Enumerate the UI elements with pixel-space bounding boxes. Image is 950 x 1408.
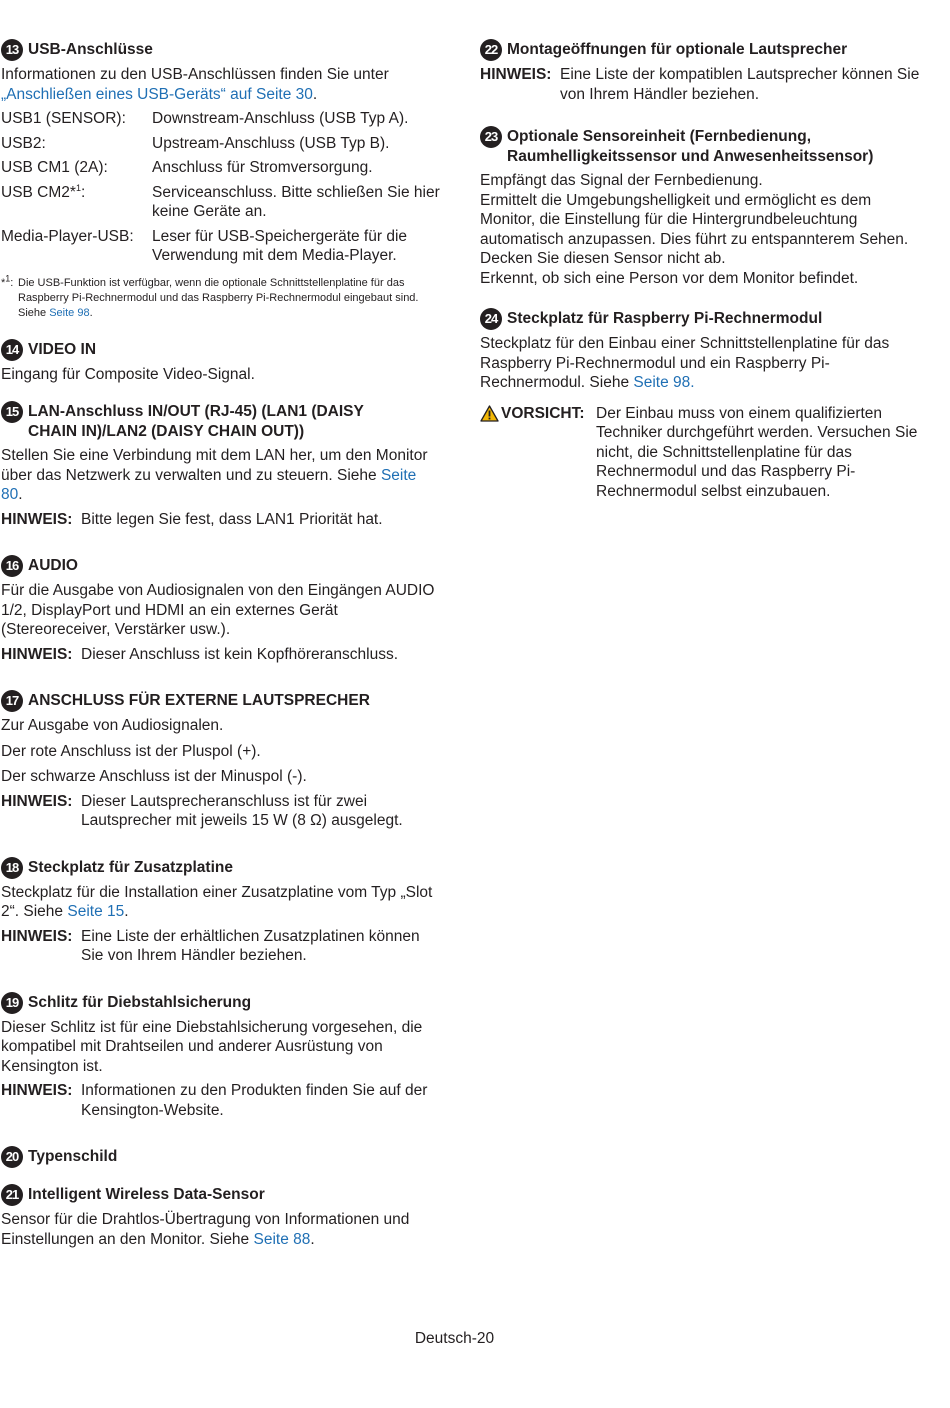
section-external-speakers <box>1 691 441 831</box>
section-heading <box>1 1147 441 1168</box>
section-body: Eingang für Composite Video-Signal. <box>1 365 255 383</box>
section-wireless-sensor <box>1 1185 441 1249</box>
usb-intro <box>1 65 441 104</box>
footnote-body: Die USB-Funktion ist verfügbar, wenn die optionale Schnittstellenplatine für das Raspberry Pi-Rechnermodul und das Raspberry Pi-Rechnermodul eingebaut sind. Siehe <box>18 276 419 319</box>
note <box>480 65 920 104</box>
section-title: Optionale Sensoreinheit (Fernbedienung, Raumhelligkeitssensor und Anwesenheitssensor) <box>507 128 874 165</box>
section-line: Decken Sie diesen Sensor nicht ab. <box>480 250 726 267</box>
usb-row-key-colon: : <box>80 183 86 201</box>
number-badge: 20 <box>1 1146 23 1168</box>
page-link[interactable]: Seite 98. <box>633 374 695 391</box>
number-badge: 16 <box>1 555 23 577</box>
caution-label <box>480 404 596 502</box>
right-column <box>480 40 920 501</box>
section-line: Zur Ausgabe von Audiosignalen. <box>1 717 224 734</box>
section-title: Steckplatz für Raspberry Pi-Rechnermodul <box>507 310 823 327</box>
footnote-marker: 1 <box>75 182 81 193</box>
footnote-colon: : <box>10 276 14 289</box>
note-label: HINWEIS: <box>1 1082 73 1099</box>
caution-note <box>480 404 920 502</box>
usb-row-key: USB2: <box>1 134 46 152</box>
usb-row-key <box>1 183 152 222</box>
section-usb <box>1 40 441 321</box>
section-body-text: Stellen Sie eine Verbindung mit dem LAN her, um den Monitor über das Netzwerk zu verwalten und zu steuern. Siehe <box>1 447 428 484</box>
section-title: Intelligent Wireless Data-Sensor <box>28 1186 265 1203</box>
usb-link[interactable]: „Anschließen eines USB-Geräts“ auf Seite 30 <box>1 85 313 103</box>
usb-row-value: Upstream-Anschluss (USB Typ B). <box>152 134 390 152</box>
usb-row-value: Serviceanschluss. Bitte schließen Sie hier keine Geräte an. <box>152 183 440 220</box>
section-heading <box>1 691 441 712</box>
section-type-label <box>1 1147 441 1168</box>
number-badge: 22 <box>480 39 502 61</box>
section-title: Schlitz für Diebstahlsicherung <box>28 993 252 1011</box>
usb-row-value: Leser für USB-Speichergeräte für die Verwendung mit dem Media-Player. <box>152 227 408 264</box>
note <box>1 927 441 966</box>
note <box>1 792 441 831</box>
usb-row <box>1 134 441 154</box>
note <box>1 1081 441 1120</box>
section-audio <box>1 556 441 664</box>
section-title: USB-Anschlüsse <box>28 41 153 58</box>
usb-row-value: Downstream-Anschluss (USB Typ A). <box>152 110 409 127</box>
section-heading <box>480 309 920 330</box>
note <box>1 645 441 665</box>
caution-text: Der Einbau muss von einem qualifizierten Techniker durchgeführt werden. Versuchen Sie nicht, die Schnittstellenplatine für das Rechnermodul und das Raspberry Pi-Rechnermodul selbst einzubauen. <box>596 404 918 500</box>
link-end: . <box>18 486 23 503</box>
link-end: . <box>310 1230 315 1248</box>
page-link[interactable]: Seite 88 <box>253 1230 311 1248</box>
number-badge: 24 <box>480 308 502 330</box>
section-title: AUDIO <box>28 557 78 574</box>
section-speaker-mounts <box>480 40 920 104</box>
left-column <box>1 40 441 1249</box>
number-badge: 17 <box>1 690 23 712</box>
note-text: Eine Liste der erhältlichen Zusatzplatinen können Sie von Ihrem Händler beziehen. <box>81 927 420 964</box>
page-footer: Deutsch-20 <box>414 1330 495 1347</box>
section-body <box>1 883 441 922</box>
section-raspberry-slot <box>480 309 920 501</box>
section-body: Dieser Schlitz ist für eine Diebstahlsicherung vorgesehen, die kompatibel mit Drahtseilen und anderer Ausrüstung von Kensington ist. <box>1 1018 423 1075</box>
section-heading <box>1 40 441 61</box>
section-heading <box>480 127 920 167</box>
section-heading <box>1 1185 441 1206</box>
section-body <box>1 1210 441 1249</box>
usb-intro-text: Informationen zu den USB-Anschlüssen finden Sie unter <box>1 66 389 83</box>
section-option-slot <box>1 858 441 966</box>
section-sensor-unit <box>480 127 920 288</box>
page-link[interactable]: Seite 80 <box>1 466 417 503</box>
number-badge: 23 <box>480 126 502 148</box>
section-line: Der schwarze Anschluss ist der Minuspol (-). <box>1 768 307 785</box>
note <box>1 510 441 530</box>
footnote-star: * <box>1 276 6 289</box>
usb-row-key: USB1 (SENSOR): <box>1 110 126 127</box>
note-text: Bitte legen Sie fest, dass LAN1 Priorität hat. <box>81 510 383 528</box>
number-badge: 18 <box>1 857 23 879</box>
section-line: Der rote Anschluss ist der Pluspol (+). <box>1 742 261 760</box>
number-badge: 21 <box>1 1184 23 1206</box>
usb-row-value: Anschluss für Stromversorgung. <box>152 159 373 176</box>
usb-port-list <box>1 109 441 266</box>
section-heading <box>1 858 441 879</box>
number-badge: 14 <box>1 339 23 361</box>
section-heading <box>1 340 441 361</box>
section-video-in <box>1 340 441 385</box>
section-body <box>1 446 441 505</box>
section-title: Typenschild <box>28 1148 118 1165</box>
section-title: ANSCHLUSS FÜR EXTERNE LAUTSPRECHER <box>28 692 370 709</box>
note-label: HINWEIS: <box>1 792 73 810</box>
usb-row <box>1 158 441 178</box>
section-body-text: Steckplatz für den Einbau einer Schnittstellenplatine für das Raspberry Pi-Rechnermodul und ein Raspberry Pi-Rechnermodul. Siehe <box>480 335 890 391</box>
page-link[interactable]: Seite 15 <box>67 903 125 920</box>
usb-row-key-text: USB CM2* <box>1 183 76 201</box>
note-text: Informationen zu den Produkten finden Sie auf der Kensington-Website. <box>81 1082 428 1119</box>
section-body: Für die Ausgabe von Audiosignalen von den Eingängen AUDIO 1/2, DisplayPort und HDMI an ein externes Gerät (Stereoreceiver, Verstärker usw.). <box>1 582 435 638</box>
note-label: HINWEIS: <box>1 927 73 945</box>
link-end: . <box>124 903 129 920</box>
section-lan <box>1 402 441 529</box>
usb-link-end: . <box>312 85 318 103</box>
number-badge: 15 <box>1 401 23 423</box>
usb-row <box>1 227 441 266</box>
usb-row <box>1 109 441 129</box>
note-text: Dieser Lautsprecheranschluss ist für zwei Lautsprecher mit jeweils 15 W (8 Ω) ausgelegt. <box>81 792 403 829</box>
caution-label-text: VORSICHT: <box>501 404 585 422</box>
section-heading <box>480 40 920 61</box>
usb-row <box>1 183 441 222</box>
section-heading <box>1 402 441 442</box>
section-security-slot <box>1 993 441 1121</box>
note-text: Eine Liste der kompatiblen Lautsprecher können Sie von Ihrem Händler beziehen. <box>560 66 920 103</box>
section-title: VIDEO IN <box>28 340 97 358</box>
footnote-link[interactable]: Seite 98 <box>49 306 90 319</box>
footnote-end: . <box>89 306 93 319</box>
footnote <box>1 272 441 321</box>
section-line: Ermittelt die Umgebungshelligkeit und ermöglicht es dem Monitor, die Einstellung für die Hintergrundbeleuchtung automatisch anzupassen. Dies führt zu entspannterem Sehen. <box>480 191 909 248</box>
note-label: HINWEIS: <box>480 66 552 83</box>
number-badge: 19 <box>1 992 23 1014</box>
warning-icon <box>480 405 499 422</box>
section-body <box>480 334 920 393</box>
footnote-number: 1 <box>5 272 11 283</box>
section-line: Empfängt das Signal der Fernbedienung. <box>480 172 763 189</box>
section-title: Montageöffnungen für optionale Lautsprecher <box>507 41 848 58</box>
footnote-label <box>1 272 18 321</box>
section-body-text: Sensor für die Drahtlos-Übertragung von Informationen und Einstellungen an den Monitor. Siehe <box>1 1211 410 1248</box>
number-badge: 13 <box>1 39 23 61</box>
note-label: HINWEIS: <box>1 645 73 663</box>
section-line: Erkennt, ob sich eine Person vor dem Monitor befindet. <box>480 269 859 287</box>
section-heading <box>1 993 441 1014</box>
section-title: Steckplatz für Zusatzplatine <box>28 858 233 876</box>
note-label: HINWEIS: <box>1 510 73 528</box>
section-body-text: Steckplatz für die Installation einer Zusatzplatine vom Typ „Slot 2“. Siehe <box>1 883 433 920</box>
section-title: LAN-Anschluss IN/OUT (RJ-45) (LAN1 (DAISY CHAIN IN)/LAN2 (DAISY CHAIN OUT)) <box>28 403 364 440</box>
footnote-text <box>18 276 441 321</box>
usb-row-key: USB CM1 (2A): <box>1 159 108 176</box>
note-text: Dieser Anschluss ist kein Kopfhöreranschluss. <box>81 645 399 663</box>
section-heading <box>1 556 441 577</box>
usb-row-key: Media-Player-USB: <box>1 227 134 245</box>
